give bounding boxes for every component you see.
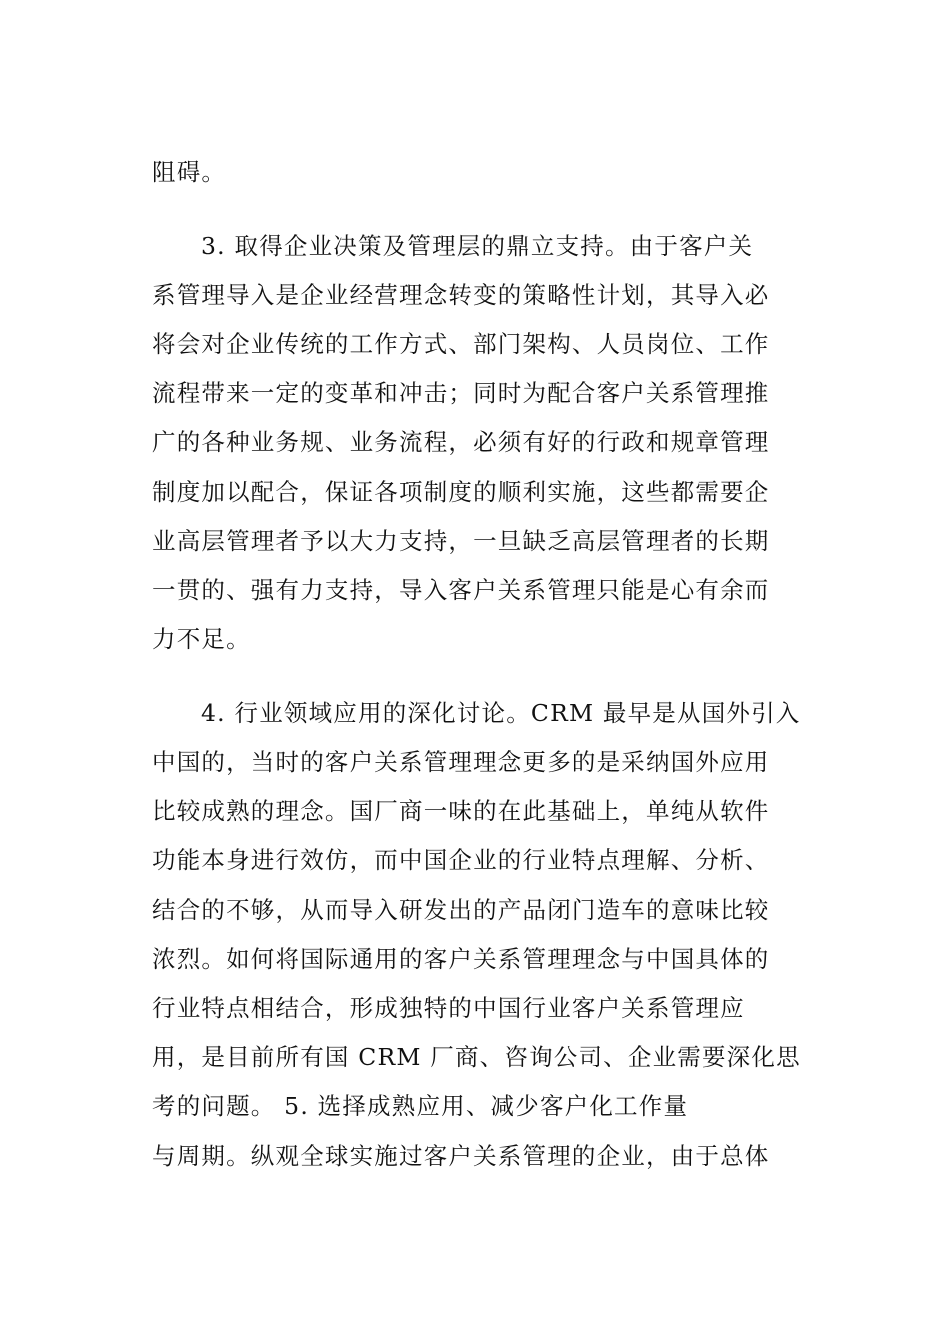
text-line: 比较成熟的理念。国厂商一味的在此基础上，单纯从软件: [152, 797, 770, 825]
text-line: 业高层管理者予以大力支持，一旦缺乏高层管理者的长期: [152, 527, 770, 555]
text-line: 浓烈。如何将国际通用的客户关系管理理念与中国具体的: [152, 945, 770, 973]
text-line: 将会对企业传统的工作方式、部门架构、人员岗位、工作: [152, 330, 770, 358]
text-line: 用，是目前所有国 CRM 厂商、咨询公司、企业需要深化思: [152, 1043, 801, 1071]
text-line: 流程带来一定的变革和冲击；同时为配合客户关系管理推: [152, 379, 770, 407]
text-line: 考的问题。 5. 选择成熟应用、减少客户化工作量: [152, 1092, 689, 1120]
text-line: 功能本身进行效仿，而中国企业的行业特点理解、分析、: [152, 846, 770, 874]
text-line: 广的各种业务规、业务流程，必须有好的行政和规章管理: [152, 428, 770, 456]
text-line: 制度加以配合，保证各项制度的顺利实施，这些都需要企: [152, 478, 770, 506]
text-line: 结合的不够，从而导入研发出的产品闭门造车的意味比较: [152, 896, 770, 924]
text-line: 中国的，当时的客户关系管理理念更多的是采纳国外应用: [152, 748, 770, 776]
text-line: 力不足。: [152, 625, 251, 653]
text-line: 阻碍。: [152, 158, 227, 186]
text-line: 3. 取得企业决策及管理层的鼎立支持。由于客户关: [201, 232, 754, 260]
text-line: 4. 行业领域应用的深化讨论。CRM 最早是从国外引入: [201, 699, 801, 727]
text-line: 系管理导入是企业经营理念转变的策略性计划，其导入必: [152, 281, 770, 309]
text-line: 与周期。纵观全球实施过客户关系管理的企业，由于总体: [152, 1142, 770, 1170]
text-line: 行业特点相结合，形成独特的中国行业客户关系管理应: [152, 994, 745, 1022]
text-line: 一贯的、强有力支持，导入客户关系管理只能是心有余而: [152, 576, 770, 604]
